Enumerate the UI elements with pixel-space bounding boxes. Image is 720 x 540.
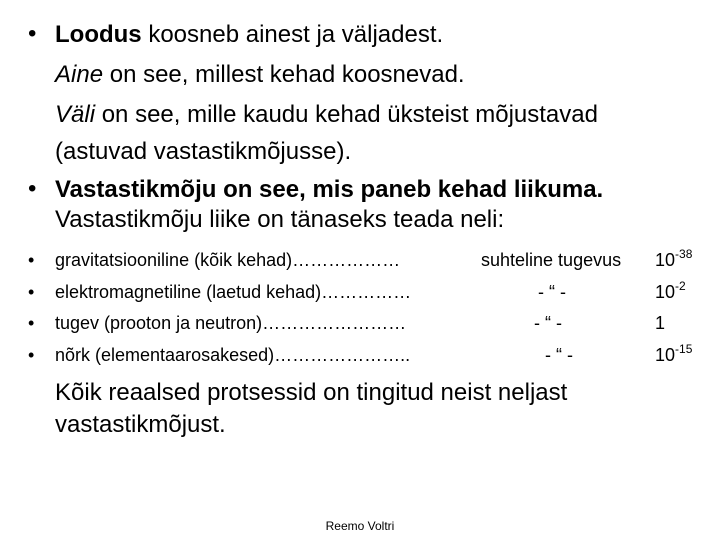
force-name: tugev (prooton ja neutron)…………………… xyxy=(55,313,407,333)
intro-line-1: Loodus koosneb ainest ja väljadest. xyxy=(55,21,444,48)
conclusion-line-1: Kõik reaalsed protsessid on tingitud neist neljast xyxy=(55,379,568,406)
bullet-icon: • xyxy=(28,282,35,302)
bullet-icon: • xyxy=(28,20,37,47)
force-row-gravitational xyxy=(0,247,720,276)
force-strength: $10^{-38}$ xyxy=(655,247,693,270)
force-name: gravitatsiooniline (kõik kehad)……………… xyxy=(55,250,401,270)
interaction-line-1: Vastastikmõju on see, mis paneb kehad liikuma. xyxy=(55,176,604,203)
force-relative-label: - “ - xyxy=(534,313,562,333)
force-strength: $10^{-15}$ xyxy=(655,342,693,365)
force-relative-label: - “ - xyxy=(545,345,573,365)
term-loodus: Loodus xyxy=(55,21,142,48)
force-row-weak xyxy=(0,342,720,371)
bullet-icon: • xyxy=(28,313,35,333)
interaction-line-2: Vastastikmõju liike on tänaseks teada neli: xyxy=(55,206,505,233)
force-strength: $10^{-2}$ xyxy=(655,279,686,302)
footer-author: Reemo Voltri xyxy=(325,519,395,533)
force-strength: 1 xyxy=(655,313,666,333)
force-relative-label: suhteline tugevus xyxy=(481,250,622,270)
force-relative-label: - “ - xyxy=(538,282,566,302)
intro-line-3: Väli on see, mille kaudu kehad üksteist mõjustavad xyxy=(55,101,598,128)
term-vali: Väli xyxy=(55,101,96,128)
intro-line-2: Aine on see, millest kehad koosnevad. xyxy=(55,61,465,88)
bullet-icon: • xyxy=(28,345,35,365)
force-row-electromagnetic xyxy=(0,279,720,308)
force-name: nõrk (elementaarosakesed)………………….. xyxy=(55,345,411,365)
bullet-icon: • xyxy=(28,250,35,270)
intro-line-4: (astuvad vastastikmõjusse). xyxy=(55,138,352,165)
force-name: elektromagnetiline (laetud kehad)…………… xyxy=(55,282,412,302)
conclusion-line-2: vastastikmõjust. xyxy=(55,411,226,438)
force-row-strong xyxy=(0,313,720,339)
bullet-icon: • xyxy=(28,175,37,202)
term-aine: Aine xyxy=(55,61,104,88)
